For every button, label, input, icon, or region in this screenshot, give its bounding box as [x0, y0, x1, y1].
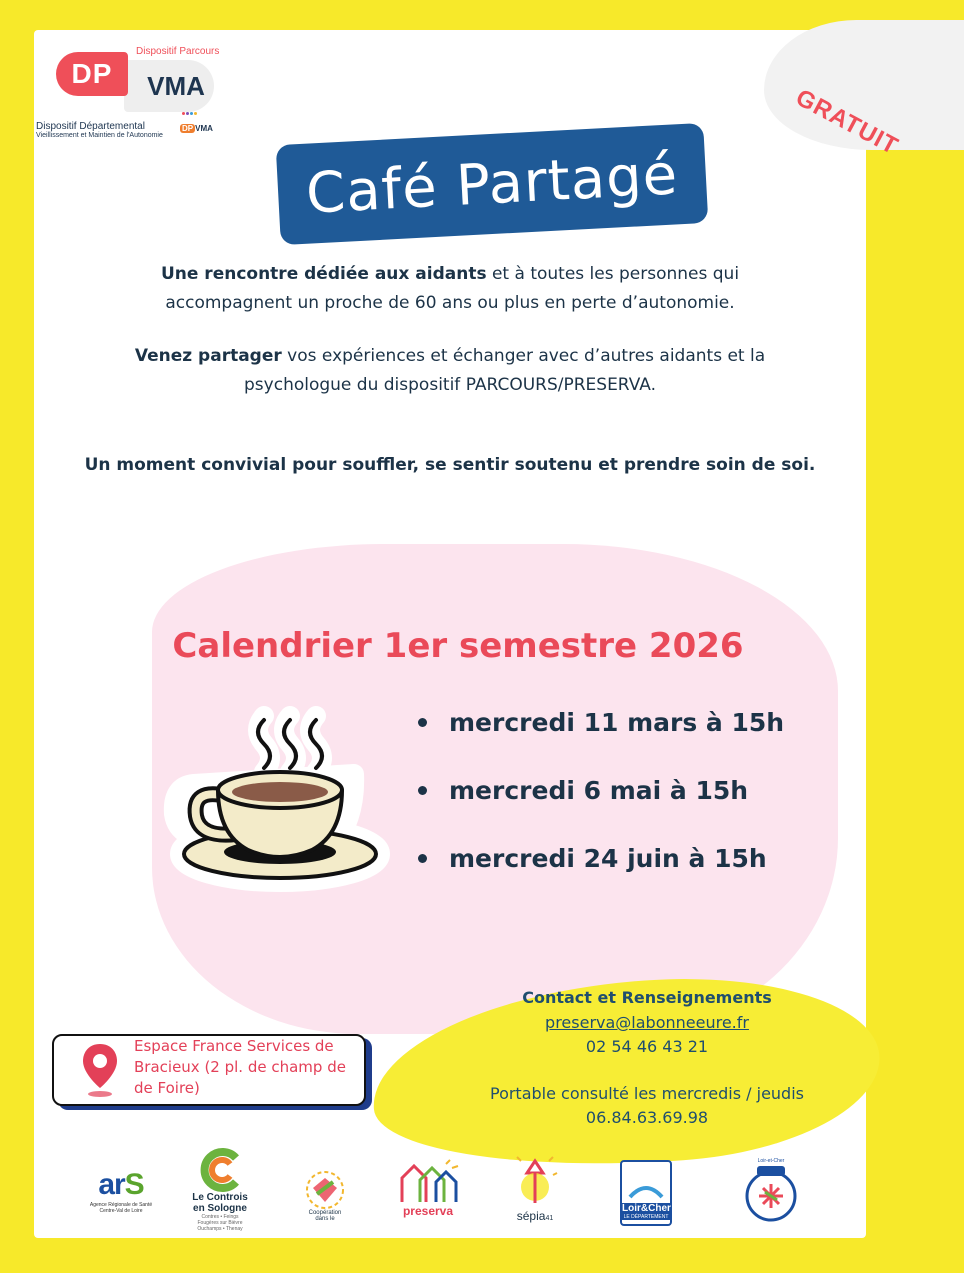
- conference-seal-icon: [741, 1164, 801, 1224]
- contact-email-link[interactable]: preserva@labonneeure.fr: [545, 1013, 749, 1032]
- list-item: mercredi 6 mai à 15h: [418, 756, 818, 824]
- intro-paragraph-1: Une rencontre dédiée aux aidants et à toutes les personnes qui accompagnent un proche de 60 ans ou plus en perte d’autonomie.: [160, 264, 740, 313]
- logo-dp: DP: [56, 52, 128, 96]
- contact-note: Portable consulté les mercredis / jeudis: [489, 1084, 804, 1103]
- preserva-logo: preserva: [390, 1150, 466, 1226]
- cooperation-emblem-icon: [295, 1160, 355, 1210]
- address-text: Espace France Services de Bracieux (2 pl. de champ de de Foire): [134, 1037, 346, 1097]
- logo-subtitle-2: Vieillissement et Maintien de l'Autonomie: [36, 132, 163, 139]
- intro-paragraph-3: Un moment convivial pour souffler, se sentir soutenu et prendre soin de soi.: [84, 455, 816, 475]
- loir-cher-emblem-icon: [626, 1177, 666, 1203]
- logo-mini: DP VMA: [182, 124, 213, 133]
- location-pin-icon: [80, 1042, 120, 1100]
- coffee-cup-icon: [152, 678, 392, 898]
- loir-cher-logo: Loir&Cher LE DÉPARTEMENT: [618, 1158, 674, 1228]
- intro-paragraph-2: Venez partager vos expériences et échanger avec d’autres aidants et la psychologue du dispositif PARCOURS/PRESERVA.: [134, 346, 766, 395]
- gratuit-badge: GRATUIT: [791, 84, 903, 161]
- controis-emblem-icon: [198, 1148, 242, 1192]
- bullet-icon: [418, 854, 427, 863]
- logo-parcours-label: Dispositif Parcours: [136, 46, 220, 57]
- date-list: [418, 688, 818, 892]
- bullet-icon: [418, 786, 427, 795]
- poster: [34, 30, 903, 1238]
- logo-subtitle: Dispositif Départemental: [36, 121, 145, 132]
- sepia-emblem-icon: [513, 1157, 557, 1209]
- conference-financeurs-logo: Loir-et-Cher: [736, 1156, 806, 1232]
- logo-dots: [182, 100, 202, 104]
- list-item: mercredi 11 mars à 15h: [418, 688, 818, 756]
- contact-mobile: 06.84.63.69.98: [585, 1108, 709, 1127]
- controis-logo: Le Controis en Sologne Contres • Feings Fougères sur Bièvre Ouchamps • Thenay: [182, 1140, 258, 1240]
- page-title: Café Partagé: [304, 141, 680, 227]
- bullet-icon: [418, 718, 427, 727]
- ars-logo: arS Agence Régionale de Santé Centre-Val de Loire: [89, 1168, 153, 1214]
- logo-vma: VMA: [124, 60, 214, 112]
- sepia-logo: sépia41: [500, 1150, 570, 1230]
- list-item: mercredi 24 juin à 15h: [418, 824, 818, 892]
- calendar-title: Calendrier 1er semestre 2026: [172, 626, 744, 666]
- cooperation-logo: Coopération dans le: [286, 1152, 364, 1230]
- contact-title: Contact et Renseignements: [522, 988, 772, 1007]
- preserva-houses-icon: [396, 1158, 460, 1204]
- contact-phone: 02 54 46 43 21: [585, 1037, 709, 1056]
